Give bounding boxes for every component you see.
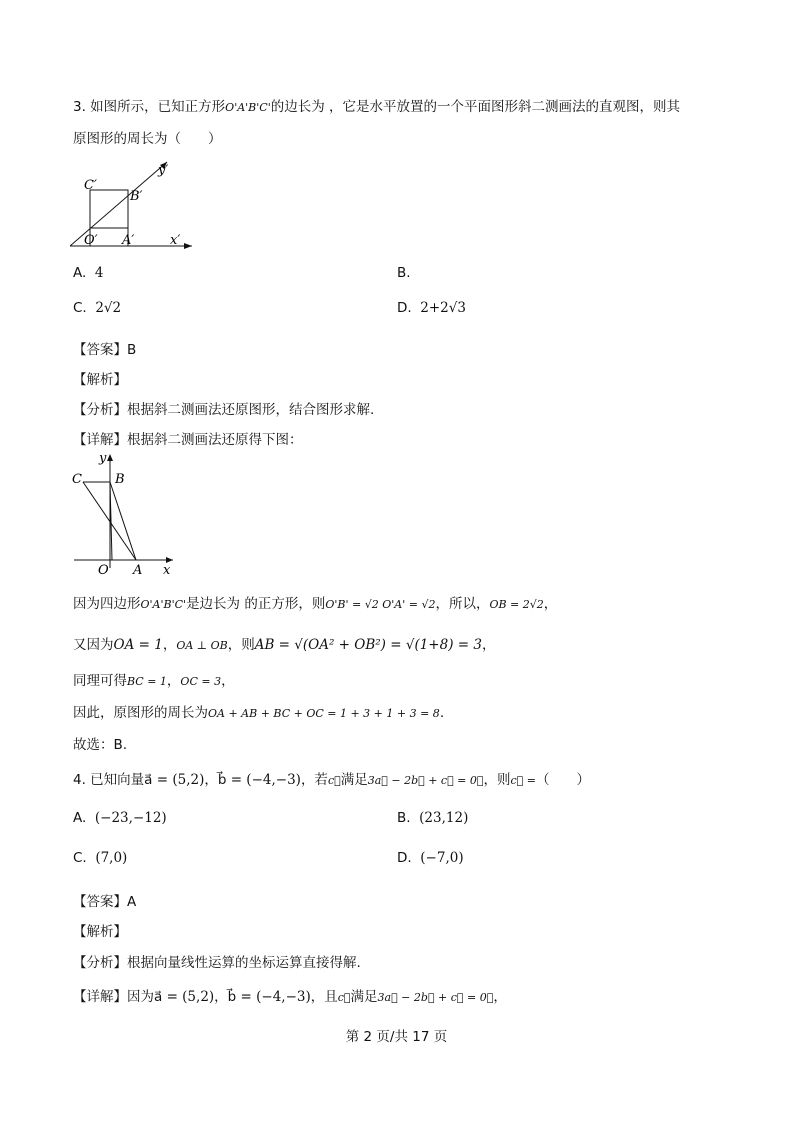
math-eq: AB = √(OA² + OB²) = √(1+8) = 3: [254, 637, 482, 653]
q3-stem-text: 3. 如图所示，已知正方形: [73, 99, 226, 115]
math-eq: OA = 1: [113, 637, 163, 653]
text: 同理可得: [73, 673, 127, 689]
q3-stem-line1: [73, 95, 680, 115]
q4-option-d-label: D.: [397, 850, 412, 866]
math-square: O'A'B'C': [140, 598, 187, 611]
q3-answer: 【答案】B: [73, 342, 137, 358]
fig1-label-a: A′: [122, 233, 135, 248]
q3-solution-line3: [73, 669, 235, 689]
text: ，: [214, 989, 228, 1005]
q3-option-a-label: A.: [73, 265, 87, 281]
q3-option-b-label: B.: [397, 265, 411, 281]
q3-solution-line2: [73, 633, 495, 653]
text: ，: [204, 772, 218, 788]
q3-jiexi: 【解析】: [73, 372, 127, 388]
q4-option-c: [73, 850, 127, 866]
q3-fenxi-text: 根据斜二测画法还原图形，结合图形求解.: [127, 402, 375, 418]
q4-option-d-value: (−7,0): [420, 850, 464, 866]
q3-fenxi-tag: 【分析】: [73, 402, 127, 418]
text: .: [439, 705, 445, 721]
q4-stem: [73, 768, 590, 788]
q3-xiangjie-text: 根据斜二测画法还原得下图：: [127, 432, 303, 448]
q3-option-c-label: C.: [73, 300, 87, 316]
q4-option-b: [397, 810, 468, 826]
q4-option-d: [397, 850, 464, 866]
math-vector-a: a⃗ = (5,2): [144, 772, 205, 788]
text: 因此，原图形的周长为: [73, 705, 208, 721]
q4-xiangjie: [73, 985, 507, 1005]
text: 满足: [340, 772, 368, 788]
text: ，: [481, 637, 496, 653]
q3-option-d-value: 2+2√3: [420, 300, 466, 316]
text: 又因为: [73, 637, 114, 653]
q3-solution-line1: [73, 592, 557, 612]
q4-xiangjie-tag: 【详解】: [73, 989, 127, 1005]
q4-option-c-value: (7,0): [95, 850, 128, 866]
q3-stem-text-2: 的边长为 ，它是水平放置的一个平面图形斜二测画法的直观图，则其: [270, 99, 681, 115]
fig1-label-y: y′: [158, 163, 169, 178]
text: （ ）: [535, 772, 590, 788]
q3-option-a-value: 4: [94, 265, 104, 281]
text: ，: [493, 989, 507, 1005]
math-eq: OA + AB + BC + OC = 1 + 3 + 1 + 3 = 8: [208, 707, 440, 720]
math-vector-b: b⃗ = (−4,−3): [227, 989, 311, 1005]
q4-fenxi: [73, 951, 361, 971]
fig2-label-y: y: [99, 451, 107, 466]
q3-xiangjie: [73, 428, 303, 448]
text: 满足: [350, 989, 378, 1005]
q3-option-c-value: 2√2: [95, 300, 122, 316]
q3-square-label: O'A'B'C': [225, 101, 271, 114]
q3-xiangjie-tag: 【详解】: [73, 432, 127, 448]
math-eq: O'B' = √2 O'A' = √2: [325, 598, 436, 611]
math-eq: OA ⊥ OB: [176, 639, 228, 652]
q3-figure-original-shape: [68, 450, 178, 578]
math-vector-c: c⃗: [337, 991, 351, 1004]
math-vector-b: b⃗ = (−4,−3): [217, 772, 301, 788]
math-vector-c: c⃗: [327, 774, 341, 787]
text: ，: [162, 637, 177, 653]
math-eq: BC = 1: [127, 675, 167, 688]
text: ，所以，: [435, 596, 490, 612]
q4-option-b-label: B.: [397, 810, 411, 826]
text: ，: [166, 673, 181, 689]
fig2-label-o: O: [98, 563, 109, 578]
q4-option-a-label: A.: [73, 810, 87, 826]
text: ，且: [310, 989, 338, 1005]
text: 4. 已知向量: [73, 772, 145, 788]
fig2-label-x: x: [163, 563, 171, 578]
q3-option-a: [73, 265, 103, 281]
q3-option-b: [397, 265, 411, 281]
q4-option-c-label: C.: [73, 850, 87, 866]
fig2-label-b: B: [115, 472, 125, 487]
q4-option-a-value: (−23,−12): [94, 810, 167, 826]
q4-jiexi: 【解析】: [73, 924, 127, 940]
text: 是边长为 的正方形，则: [186, 596, 326, 612]
fig2-label-a: A: [133, 563, 143, 578]
text: ，: [543, 596, 558, 612]
q4-option-a: [73, 810, 167, 826]
q4-option-b-value: (23,12): [419, 810, 469, 826]
fig1-label-x: x′: [170, 233, 181, 248]
fig2-label-c: C: [72, 472, 82, 487]
text: ，则: [227, 637, 255, 653]
math-eq: 3a⃗ − 2b⃗ + c⃗ = 0⃗: [377, 991, 494, 1004]
q3-option-c: [73, 300, 121, 316]
page-footer: 第 2 页/共 17 页: [345, 1029, 448, 1045]
text: ，: [221, 673, 235, 689]
q3-solution-line4: [73, 701, 444, 721]
q3-fenxi: [73, 398, 374, 418]
q4-answer: 【答案】A: [73, 894, 137, 910]
text: ，若: [300, 772, 328, 788]
q3-option-d: [397, 300, 466, 316]
math-eq: 3a⃗ − 2b⃗ + c⃗ = 0⃗: [367, 774, 484, 787]
fig1-label-b: B′: [130, 189, 143, 204]
q4-fenxi-tag: 【分析】: [73, 955, 127, 971]
math-eq: c⃗ =: [510, 774, 536, 787]
text: 因为四边形: [73, 596, 141, 612]
fig1-label-c: C′: [84, 178, 97, 193]
q4-fenxi-text: 根据向量线性运算的坐标运算直接得解.: [127, 955, 361, 971]
q3-option-d-label: D.: [397, 300, 412, 316]
q3-stem-text-3: 原图形的周长为（ ）: [73, 131, 222, 147]
math-vector-a: a⃗ = (5,2): [154, 989, 215, 1005]
fig1-label-o: O′: [84, 233, 98, 248]
text: ，则: [483, 772, 511, 788]
text: 因为: [127, 989, 154, 1005]
q3-solution-line5: 故选：B.: [73, 737, 128, 753]
math-eq: OB = 2√2: [489, 598, 544, 611]
q3-stem-line2: [73, 127, 222, 147]
math-eq: OC = 3: [180, 675, 222, 688]
q3-figure-oblique-square: [70, 160, 195, 250]
